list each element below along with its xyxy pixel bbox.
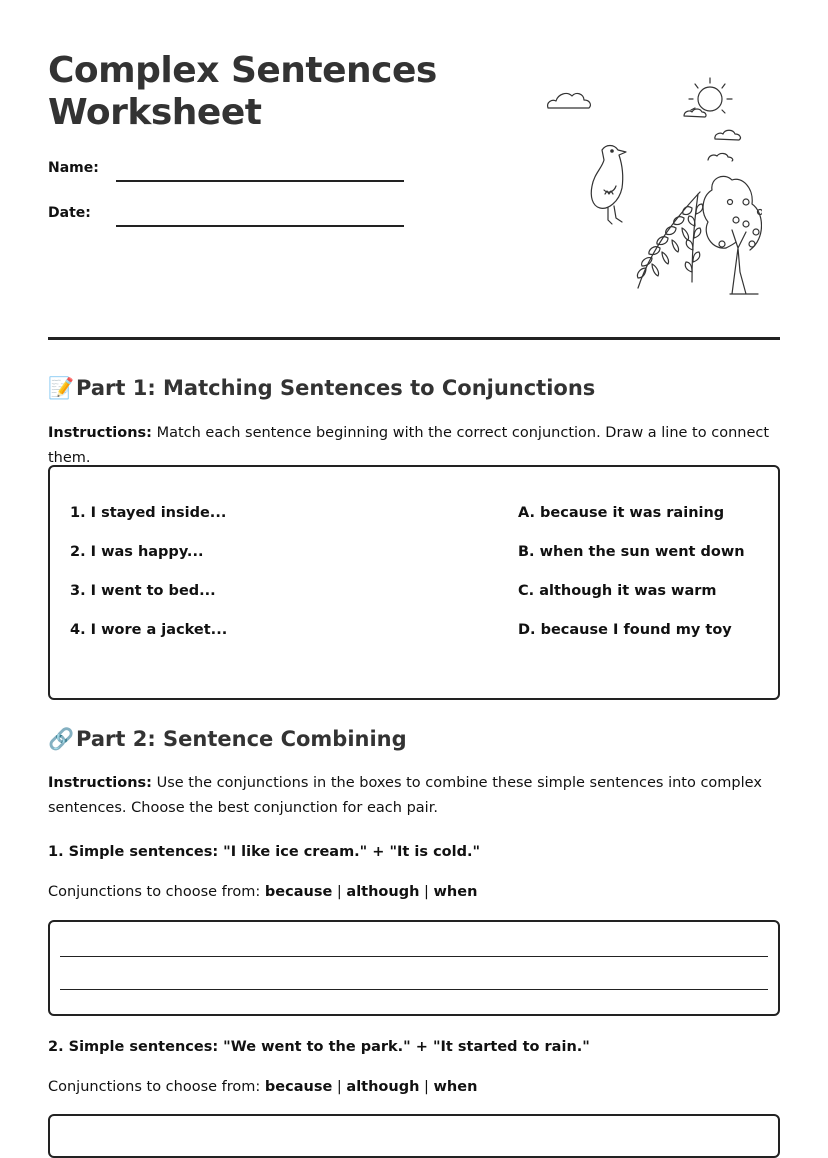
conjunctions-label: Conjunctions to choose from:: [48, 884, 265, 900]
date-label: Date:: [48, 205, 91, 221]
memo-icon: 📝: [48, 376, 75, 400]
conjunction-separator: |: [332, 1079, 347, 1095]
answer-line: [60, 989, 768, 990]
cloud-icon-tiny: [708, 153, 733, 161]
match-left-item[interactable]: 1. I stayed inside...: [70, 505, 227, 521]
page-title: [48, 50, 437, 134]
part1-heading: [48, 374, 595, 402]
cloud-icon-small: [684, 109, 706, 117]
part2-heading: [48, 725, 407, 753]
match-right-item[interactable]: A. because it was raining: [518, 505, 725, 521]
sun-icon: [689, 78, 732, 113]
question-1-conjunctions: [48, 880, 780, 905]
part1-instructions: [48, 421, 780, 471]
conjunction-option: because: [264, 1079, 333, 1095]
match-left-item[interactable]: 4. I wore a jacket...: [70, 622, 228, 638]
part2-instructions-label: Instructions:: [48, 775, 152, 791]
part2-instructions: [48, 771, 780, 821]
link-icon: 🔗: [48, 727, 75, 751]
cloud-icon-right: [715, 130, 741, 140]
date-field[interactable]: [116, 225, 404, 227]
question-2-answer-box[interactable]: [48, 1114, 780, 1158]
conjunction-option: when: [433, 1079, 478, 1095]
cloud-icon: [548, 93, 591, 108]
part2-instructions-line1: Use the conjunctions in the boxes to combine these simple sentences into complex: [151, 775, 762, 791]
conjunctions-label: Conjunctions to choose from:: [48, 1079, 265, 1095]
conjunction-separator: |: [332, 884, 347, 900]
name-label: Name:: [48, 160, 99, 176]
match-right-item[interactable]: C. although it was warm: [518, 583, 717, 599]
bird-icon: [591, 146, 626, 225]
part2-heading-text: Part 2: Sentence Combining: [76, 727, 407, 751]
part1-instructions-text: Match each sentence beginning with the correct conjunction. Draw a line to connect them.: [48, 425, 770, 466]
match-right-item[interactable]: B. when the sun went down: [518, 544, 745, 560]
conjunction-option: when: [433, 884, 478, 900]
question-2-conjunctions: [48, 1075, 780, 1100]
match-right-item[interactable]: D. because I found my toy: [518, 622, 732, 638]
nature-illustration: [542, 72, 762, 302]
title-line-2: Worksheet: [48, 92, 262, 133]
question-2-title: 2. Simple sentences: "We went to the park." + "It started to rain.": [48, 1039, 590, 1055]
conjunction-option: although: [346, 884, 420, 900]
part1-heading-text: Part 1: Matching Sentences to Conjunctions: [76, 376, 596, 400]
conjunction-separator: |: [419, 1079, 434, 1095]
part2-instructions-line2: sentences. Choose the best conjunction for each pair.: [48, 800, 438, 816]
name-field[interactable]: [116, 180, 404, 182]
title-line-1: Complex Sentences: [48, 50, 437, 91]
conjunction-option: although: [346, 1079, 420, 1095]
conjunction-separator: |: [419, 884, 434, 900]
fern-icon: [637, 192, 700, 288]
tree-icon: [703, 176, 762, 294]
match-left-item[interactable]: 3. I went to bed...: [70, 583, 216, 599]
question-1-title: 1. Simple sentences: "I like ice cream." + "It is cold.": [48, 844, 481, 860]
header-divider: [48, 337, 780, 340]
matching-box: [48, 465, 780, 700]
answer-line: [60, 956, 768, 957]
question-1-answer-box[interactable]: [48, 920, 780, 1016]
part1-instructions-label: Instructions:: [48, 425, 152, 441]
conjunction-option: because: [264, 884, 333, 900]
match-left-item[interactable]: 2. I was happy...: [70, 544, 204, 560]
